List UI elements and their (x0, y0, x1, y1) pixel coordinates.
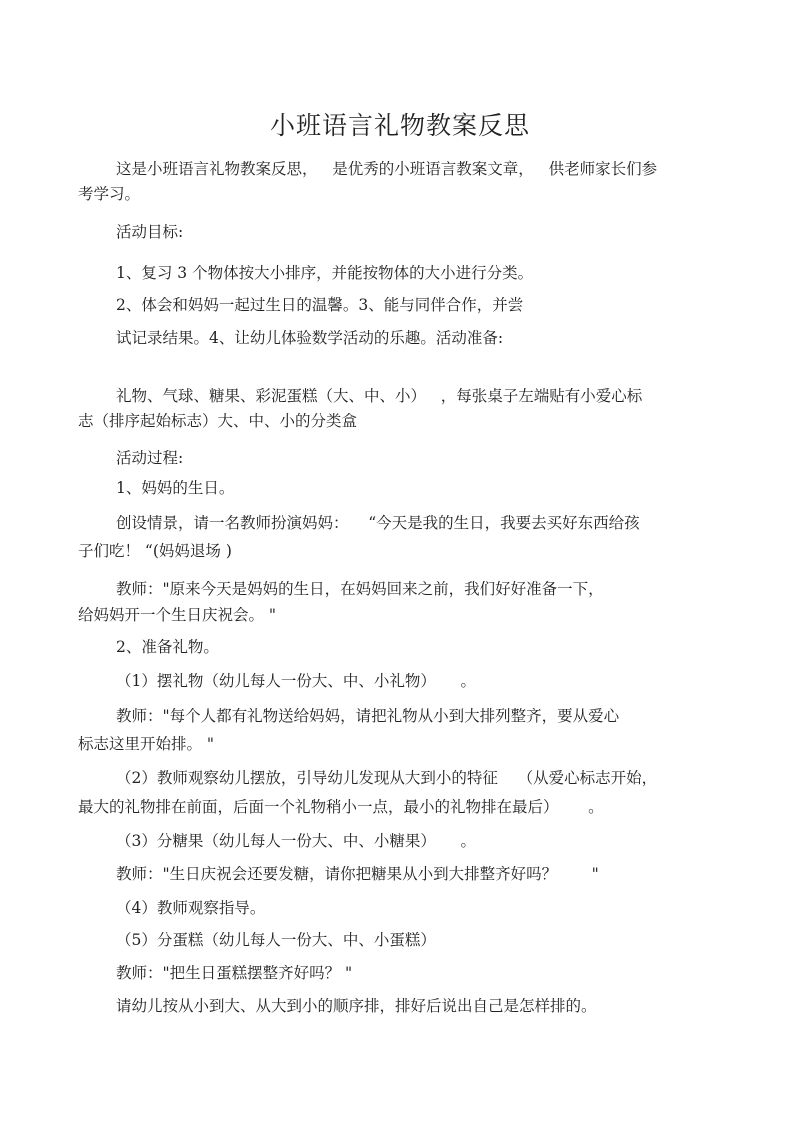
paragraph-line: 试记录结果。4、让幼儿体验数学活动的乐趣。活动准备: (116, 329, 504, 347)
paragraph-line: 标志这里开始排。 " (78, 735, 215, 753)
paragraph-line: 这是小班语言礼物教案反思， 是优秀的小班语言教案文章， 供老师家长们参 (116, 160, 658, 178)
paragraph-line: （4）教师观察指导。 (116, 899, 266, 917)
paragraph-line: （1）摆礼物（幼儿每人一份大、中、小礼物） 。 (116, 672, 476, 690)
section-heading: 活动过程: (116, 449, 184, 467)
paragraph-line: （2）教师观察幼儿摆放，引导幼儿发现从大到小的特征 （从爱心标志开始， (116, 769, 658, 787)
paragraph-line: 志（排序起始标志）大、中、小的分类盒 (78, 412, 358, 430)
paragraph-line: 礼物、气球、糖果、彩泥蛋糕（大、中、小） ，每张桌子左端贴有小爱心标 (116, 387, 643, 405)
section-heading: 活动目标: (116, 223, 184, 241)
paragraph-line: 子们吃！ “(妈妈退场 ) (78, 542, 232, 560)
paragraph-line: 教师："原来今天是妈妈的生日，在妈妈回来之前，我们好好准备一下， (116, 580, 604, 598)
paragraph-line: 2、准备礼物。 (116, 638, 219, 656)
paragraph-line: （3）分糖果（幼儿每人一份大、中、小糖果） 。 (116, 832, 476, 850)
paragraph-line: 教师："每个人都有礼物送给妈妈，请把礼物从小到大排列整齐，要从爱心 (116, 707, 620, 725)
paragraph-line: 1、妈妈的生日。 (116, 479, 235, 497)
document-title: 小班语言礼物教案反思 (269, 111, 530, 140)
paragraph-line: 请幼儿按从小到大、从大到小的顺序排，排好后说出自己是怎样排的。 (116, 997, 597, 1015)
paragraph-line: 2、体会和妈妈一起过生日的温馨。3、能与同伴合作，并尝 (116, 296, 524, 314)
paragraph-line: 最大的礼物排在前面，后面一个礼物稍小一点，最小的礼物排在最后） 。 (78, 798, 604, 816)
paragraph-line: （5）分蛋糕（幼儿每人一份大、中、小蛋糕） (116, 931, 436, 949)
paragraph-line: 创设情景，请一名教师扮演妈妈： “今天是我的生日，我要去买好东西给孩 (116, 514, 640, 532)
paragraph-line: 给妈妈开一个生日庆祝会。 " (78, 606, 277, 624)
paragraph-line: 教师："生日庆祝会还要发糖，请你把糖果从小到大排整齐好吗？ " (116, 865, 599, 883)
paragraph-line: 1、复习 3 个物体按大小排序，并能按物体的大小进行分类。 (116, 264, 534, 282)
paragraph-line: 教师："把生日蛋糕摆整齐好吗？ " (116, 964, 353, 982)
paragraph-line: 考学习。 (78, 185, 141, 203)
